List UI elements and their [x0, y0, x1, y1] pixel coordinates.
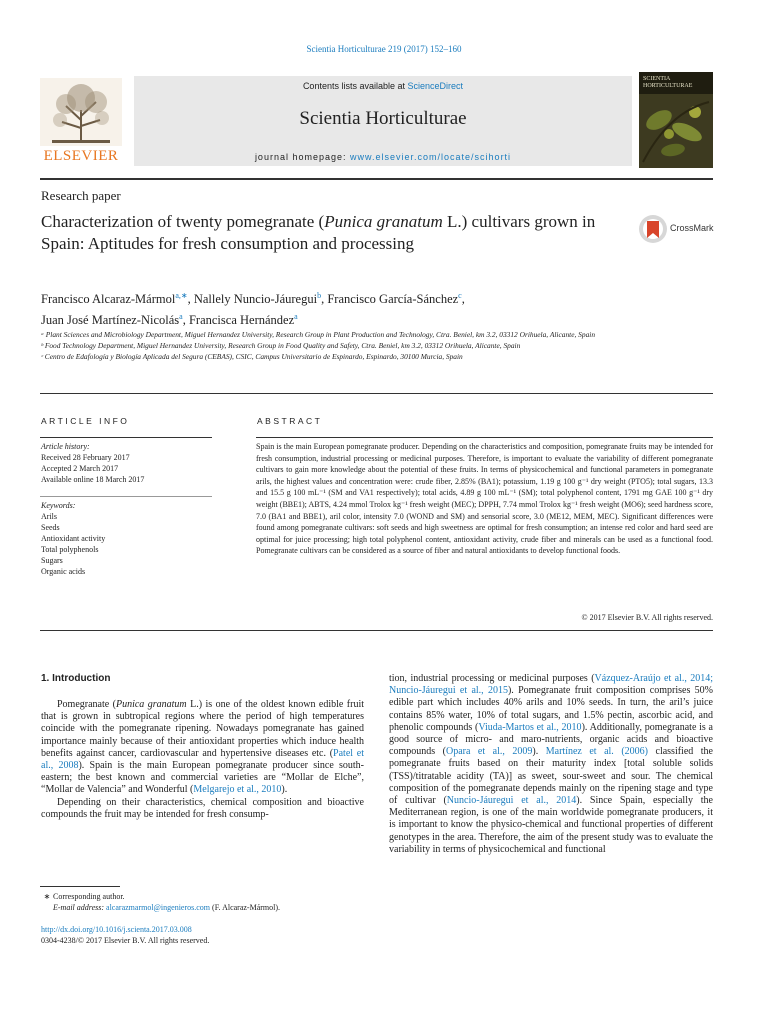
journal-reference[interactable]: Scientia Horticulturae 219 (2017) 152–160	[306, 44, 462, 54]
abstract-heading: ABSTRACT	[257, 416, 323, 426]
author-name[interactable]: Nallely Nuncio-Jáuregui	[193, 292, 318, 307]
keyword: Total polyphenols	[41, 545, 99, 554]
author-name[interactable]: Francisco García-Sánchez	[327, 292, 459, 307]
publisher-name: ELSEVIER	[43, 148, 119, 164]
abstract-bottom-divider	[40, 630, 713, 631]
online-date: Available online 18 March 2017	[41, 475, 145, 484]
section-heading-introduction: 1. Introduction	[41, 673, 111, 684]
article-history	[41, 441, 213, 485]
affiliation-c: ᶜ Centro de Edafología y Biología Aplicada del Segura (CEBAS), CSIC, Campus Universitario de Espinardo, Espinardo, 30100 Murcia, Spain	[41, 352, 463, 361]
author-affiliation-marker[interactable]: a	[179, 312, 183, 322]
text-run: ).	[281, 784, 288, 796]
footnote-divider	[40, 886, 120, 887]
article-info-divider	[40, 437, 212, 438]
title-part: Characterization of twenty pomegranate (	[41, 212, 325, 231]
keyword: Sugars	[41, 556, 63, 565]
text-run: ). Spain is the main European pomegranate producer since south-eastern; the best known and commercial varieties are “Mollar de Elche”, “Mollar de Valencia” and Wonderful (	[41, 760, 365, 796]
elsevier-logo	[38, 76, 124, 166]
body-column-right	[389, 673, 713, 856]
homepage-link[interactable]: www.elsevier.com/locate/scihorti	[350, 152, 512, 162]
keyword: Antioxidant activity	[41, 534, 106, 543]
author-name[interactable]: Francisca Hernández	[188, 313, 295, 328]
keyword: Seeds	[41, 523, 60, 532]
text-run: tion, industrial processing or medicinal purposes (	[389, 673, 595, 684]
title-part: L.) cultivars grown in Spain: Aptitudes for fresh consumption and processing	[41, 212, 596, 253]
affiliations	[41, 329, 641, 362]
keyword-list	[41, 511, 213, 577]
text-run-italic: Punica granatum	[115, 699, 187, 710]
paragraph: Depending on their characteristics, chemical composition and bioactive compounds the fruit may be intended for fresh consump-	[41, 796, 364, 820]
email-suffix: (F. Alcaraz-Mármol).	[210, 903, 281, 912]
affiliation-b: ᵇ Food Technology Department, Miguel Hernandez University, Research Group in Food Quality and Safety, Ctra. Beniel, km 3.2, 03312 Orihuela, Alicante, Spain	[41, 341, 521, 350]
text-run: Pomegranate (	[57, 699, 116, 710]
issn-line: 0304-4238/© 2017 Elsevier B.V. All rights reserved.	[41, 936, 210, 945]
author-separator: ,	[321, 292, 328, 307]
citation-link[interactable]: Melgarejo et al., 2010	[193, 784, 282, 796]
footnotes	[41, 891, 441, 946]
citation-link[interactable]: Patel et al., 2008	[41, 747, 364, 772]
author-list	[41, 287, 641, 329]
citation-link[interactable]: Martínez et al. (2006)	[545, 746, 648, 758]
crossmark-label: CrossMark	[670, 223, 714, 233]
author-separator: ,	[182, 313, 189, 328]
corresponding-author-note: Corresponding author.	[53, 892, 125, 901]
author-affiliation-marker[interactable]: b	[317, 291, 322, 300]
body-column-left	[41, 699, 364, 821]
author-separator: ,	[461, 292, 465, 307]
paragraph	[389, 673, 713, 856]
text-run: ). Since Spain, especially the Mediterranean region, is one of the main worldwide pomegranate producers, it is important to know the physico-chemical and functional properties of different genotypes in the area. Therefore, the aim of the present study was to evaluate the variability in terms of physicochemical and functional	[389, 795, 713, 855]
history-label: Article history:	[41, 442, 90, 451]
keyword: Organic acids	[41, 567, 86, 576]
sciencedirect-link[interactable]: ScienceDirect	[407, 81, 464, 91]
article-type: Research paper	[41, 188, 121, 203]
contents-line	[134, 81, 632, 91]
keywords-divider	[40, 496, 212, 497]
contents-prefix: Contents lists available at	[302, 81, 405, 91]
journal-title: Scientia Horticulturae	[299, 108, 467, 129]
text-run: ). Additionally, pomegranate is a good source of micro- and maro-nutrients, organic acids and bioactive compounds (	[389, 721, 713, 758]
article-info-heading: ARTICLE INFO	[41, 416, 130, 426]
author-affiliation-marker[interactable]: c	[458, 291, 462, 300]
author-name[interactable]: Francisco Alcaraz-Mármol	[41, 292, 176, 307]
affiliation-a: ᵃ Plant Sciences and Microbiology Department, Miguel Hernandez University, Research Group in Plant Production and Technology, Ctra. Beniel, km 3.2, 03312 Orihuela, Alicante, Spain	[41, 330, 596, 339]
keywords-label: Keywords:	[41, 501, 76, 510]
abstract-text: Spain is the main European pomegranate producer. Depending on the characteristics and composition, pomegranate fruits may be intended for fresh consumption, industrial processing or medicinal purposes. Therefore, is important to evaluate the variability of different pomegranate cultivars to gain more knowledge about the potential of these fruits. In terms of physicochemical and functional parameters in pomegranate arils, the highest values and concentration were: crude fiber, 2.85% (BA1); potassium, 1.19 g 100 g⁻¹ dry weight (PTO5); total sugars, 13.3 and 15.5 g 100 mL⁻¹ (SM and VA1 respectively); total acids, 4.89 g 100 mL⁻¹ (SM); total polyphenol content, 1791 mg GAE 100 g⁻¹ dry weight (BBE1); ABTS, 4.24 mmol Trolox kg⁻¹ fresh weight (MEC); DPPH, 7.74 mmol Trolox kg⁻¹ fresh weight (MO6); seed hardness score, 7.0 (BA1 and BBE1), aril color, intensity 7.0 (WOND and SM) and sensorial score, 3.0 (ME12, MEM, MEC). Significant differences were found among pomegranate cultivars: soft seeds and high sweetness are optimal for fresh consumption; an intense red color and hard seed are optimal for juice processing; high total polyphenol content, antioxidant activity, crude fiber and minerals can be used as a functional food. Pomegranate cultivars can be considered as a source of fiber and natural antioxidants to develop functional foods.	[256, 442, 713, 556]
keywords	[41, 500, 213, 577]
crossmark-badge[interactable]	[638, 212, 718, 246]
citation-link[interactable]: Viuda-Martos et al., 2010	[478, 721, 582, 733]
homepage-prefix: journal homepage:	[254, 152, 347, 162]
text-run: ). Pomegranate fruit composition comprises 50% edible part which includes 40% arils and 10% seeds. In turn, the aril’s juice contains 85% water, 10% of total sugars, and 1.5% pectin, ascorbic acid, and phenolic compounds (	[389, 685, 713, 733]
citation-link[interactable]: Vázquez-Araújo et al., 2014; Nuncio-Jáuregui et al., 2015	[389, 673, 713, 697]
text-run: classified the pomegranate fruits based on their maturity index [total soluble solids (TSS)/titratable acidity (TA)] as sweet, sour-sweet and sour. The chemical composition of the pomegranate depends mainly on the ripening stage and type of cultivar (	[389, 746, 713, 807]
keyword: Arils	[41, 512, 57, 521]
abstract-divider	[256, 437, 713, 438]
email-label: E-mail address:	[53, 903, 105, 912]
title-species: Punica granatum	[324, 212, 443, 231]
citation-link[interactable]: Opara et al., 2009	[445, 746, 533, 758]
text-run: ).	[532, 746, 546, 758]
homepage-line	[134, 152, 632, 162]
doi-link[interactable]: http://dx.doi.org/10.1016/j.scienta.2017.03.008	[41, 925, 192, 934]
journal-cover-image	[639, 72, 713, 168]
email-link[interactable]: alcarazmarmol@ingenieros.com	[106, 903, 211, 912]
paragraph	[41, 699, 364, 797]
author-separator: ,	[187, 292, 194, 307]
article-title	[41, 211, 601, 255]
footnote-star: ∗	[43, 892, 51, 901]
header-divider	[40, 178, 713, 180]
text-run: L.) is one of the oldest known edible fruit that is grown in subtropical regions where the period of high temperatures coincide with the pomegranate ripening. Nowadays pomegranate has gained importance mainly because of their antioxidant properties which induce health benefits against cancer, cardiovascular and hypertensive diseases etc. (	[41, 699, 364, 759]
affiliation-divider	[40, 393, 713, 394]
accepted-date: Accepted 2 March 2017	[41, 464, 119, 473]
received-date: Received 28 February 2017	[41, 453, 130, 462]
citation-link[interactable]: Nuncio-Jáuregui et al., 2014	[446, 795, 577, 807]
abstract-copyright: © 2017 Elsevier B.V. All rights reserved.	[581, 613, 713, 622]
cover-title: SCIENTIA HORTICULTURAE	[643, 76, 693, 89]
author-affiliation-marker[interactable]: a,∗	[175, 291, 188, 300]
author-affiliation-marker[interactable]: a	[294, 312, 298, 322]
author-name[interactable]: Juan José Martínez-Nicolás	[41, 313, 180, 328]
